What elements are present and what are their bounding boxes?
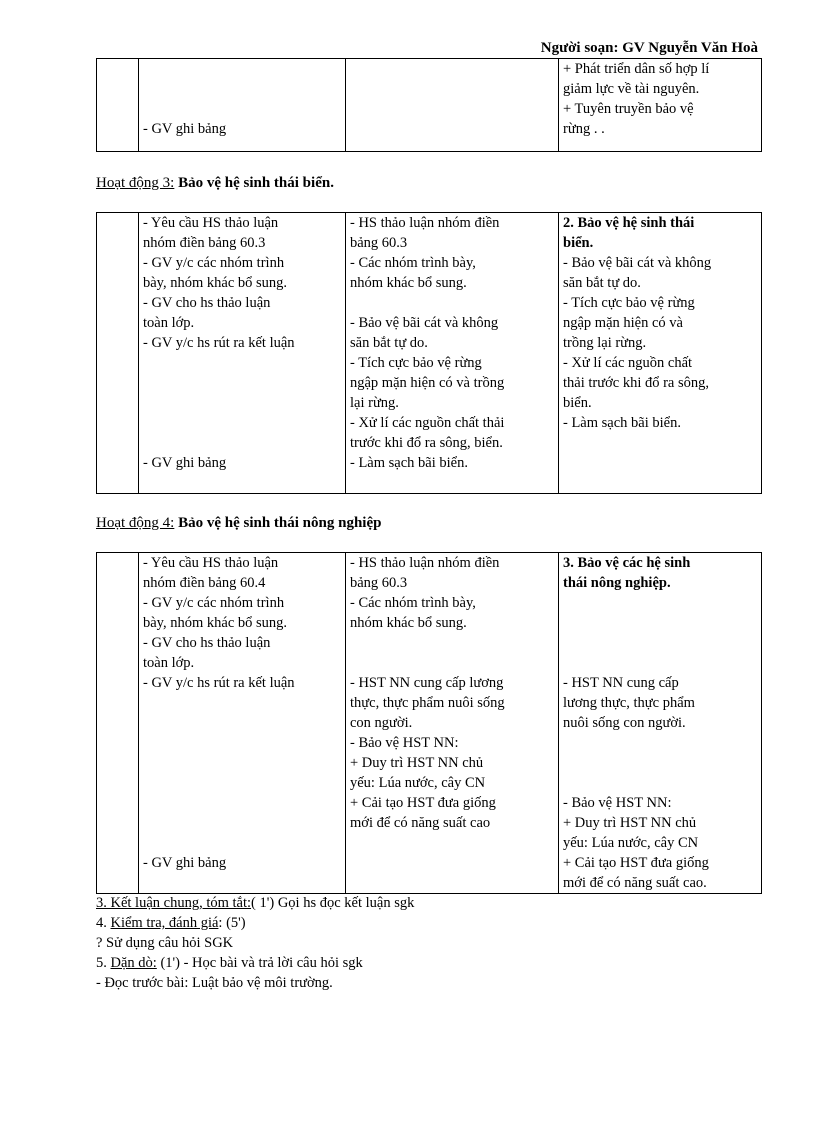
cell-line: 3. Bảo vệ các hệ sinh	[563, 555, 691, 571]
cell-line	[143, 813, 341, 833]
cell-line: nuôi sống con người.	[563, 715, 686, 731]
cell-line: biển.	[563, 235, 594, 251]
cell-line: nhóm điền bảng 60.4	[143, 575, 266, 591]
cell-line: yếu: Lúa nước, cây CN	[350, 775, 486, 791]
cell-line: + Tuyên truyền bảo vệ	[563, 101, 694, 117]
assessment-prefix: 4.	[96, 915, 111, 931]
teacher-activity-cell	[139, 59, 346, 152]
activity-4-label: Hoạt động 4:	[96, 515, 175, 531]
cell-line	[563, 653, 757, 673]
cell-line: yếu: Lúa nước, cây CN	[563, 835, 699, 851]
table-row	[97, 59, 762, 152]
cell-line	[563, 593, 757, 613]
cell-line: trước khi đổ ra sông, biển.	[350, 435, 503, 451]
cell-line: mới để có năng suất cao.	[563, 875, 707, 891]
activity-4-title: Bảo vệ hệ sinh thái nông nghiệp	[178, 515, 382, 531]
cell-line: - Bảo vệ bãi cát và không	[563, 255, 712, 271]
cell-line	[350, 653, 554, 673]
cell-line: ngập mặn hiện có và trồng	[350, 375, 505, 391]
lesson-footer	[96, 893, 776, 993]
cell-line: ngập mặn hiện có và	[563, 315, 683, 331]
cell-line: + Cải tạo HST đưa giống	[350, 795, 496, 811]
index-cell	[97, 213, 139, 494]
homework-label: Dặn dò:	[110, 955, 157, 971]
cell-line	[563, 633, 757, 653]
cell-line	[143, 833, 341, 853]
activity-4-table	[96, 552, 762, 894]
cell-line: biển.	[563, 395, 592, 411]
cell-line: - GV y/c các nhóm trình	[143, 595, 285, 611]
cell-line	[350, 633, 554, 653]
cell-line	[143, 713, 341, 733]
homework-line	[96, 953, 776, 973]
table-row	[97, 213, 762, 494]
cell-line: + Duy trì HST NN chủ	[350, 755, 484, 771]
cell-line	[350, 59, 554, 79]
teacher-activity-cell	[139, 213, 346, 494]
teacher-activity-cell	[139, 553, 346, 894]
cell-line: - Tích cực bảo vệ rừng	[563, 295, 695, 311]
cell-line: săn bắt tự do.	[563, 275, 641, 291]
content-cell	[559, 213, 762, 494]
cell-line: toàn lớp.	[143, 315, 195, 331]
cell-line: - GV y/c hs rút ra kết luận	[143, 335, 295, 351]
cell-line	[350, 99, 554, 119]
cell-line	[563, 613, 757, 633]
cell-line	[143, 433, 341, 453]
cell-line	[143, 793, 341, 813]
cell-line: - Bảo vệ HST NN:	[563, 795, 672, 811]
cell-line: nhóm khác bổ sung.	[350, 615, 467, 631]
cell-line: - Yêu cầu HS thảo luận	[143, 555, 279, 571]
activity-2-table	[96, 58, 762, 152]
cell-line	[143, 693, 341, 713]
activity-3-title: Bảo vệ hệ sinh thái biển.	[178, 175, 334, 191]
cell-line: - Các nhóm trình bày,	[350, 255, 476, 271]
cell-line	[350, 79, 554, 99]
homework-prefix: 5.	[96, 955, 111, 971]
cell-line	[143, 79, 341, 99]
cell-line: - Xử lí các nguồn chất thải	[350, 415, 505, 431]
cell-line: - Xử lí các nguồn chất	[563, 355, 693, 371]
cell-line: - Bảo vệ bãi cát và không	[350, 315, 499, 331]
cell-line: trồng lại rừng.	[563, 335, 647, 351]
cell-line: - GV ghi bảng	[143, 855, 227, 871]
cell-line: - Yêu cầu HS thảo luận	[143, 215, 279, 231]
cell-line: thải trước khi đổ ra sông,	[563, 375, 709, 391]
cell-line: - GV cho hs thảo luận	[143, 635, 271, 651]
cell-line: - GV y/c các nhóm trình	[143, 255, 285, 271]
cell-line: nhóm điền bảng 60.3	[143, 235, 266, 251]
author-header: Người soạn: GV Nguyễn Văn Hoà	[540, 40, 758, 56]
cell-line: lại rừng.	[350, 395, 399, 411]
cell-line: + Duy trì HST NN chủ	[563, 815, 697, 831]
homework-text: (1') - Học bài và trả lời câu hỏi sgk	[156, 955, 363, 971]
cell-line: - Các nhóm trình bày,	[350, 595, 476, 611]
cell-line: rừng . .	[563, 121, 605, 137]
cell-line	[563, 753, 757, 773]
cell-line: - HS thảo luận nhóm điền	[350, 555, 500, 571]
activity-3-heading	[96, 173, 334, 193]
conclusion-label: 3. Kết luận chung, tóm tắt:	[96, 895, 252, 911]
cell-line: - GV y/c hs rút ra kết luận	[143, 675, 295, 691]
cell-line	[563, 733, 757, 753]
student-activity-cell	[346, 213, 559, 494]
student-activity-cell	[346, 59, 559, 152]
cell-line	[143, 413, 341, 433]
cell-line: thái nông nghiệp.	[563, 575, 671, 591]
cell-line: thực, thực phẩm nuôi sống	[350, 695, 505, 711]
assessment-label: Kiểm tra, đánh giá	[110, 915, 219, 931]
activity-3-table	[96, 212, 762, 494]
index-cell	[97, 553, 139, 894]
cell-line	[563, 773, 757, 793]
cell-line: - HST NN cung cấp lương	[350, 675, 504, 691]
cell-line: nhóm khác bổ sung.	[350, 275, 467, 291]
cell-line: toàn lớp.	[143, 655, 195, 671]
content-cell	[559, 59, 762, 152]
read-ahead-line: - Đọc trước bài: Luật bảo vệ môi trường.	[96, 975, 333, 991]
cell-line	[143, 99, 341, 119]
cell-line	[143, 353, 341, 373]
cell-line: - Làm sạch bãi biển.	[350, 455, 468, 471]
conclusion-line	[96, 893, 776, 913]
cell-line: lương thực, thực phẩm	[563, 695, 695, 711]
table-row	[97, 553, 762, 894]
index-cell	[97, 59, 139, 152]
cell-line: - Tích cực bảo vệ rừng	[350, 355, 482, 371]
cell-line	[143, 773, 341, 793]
cell-line: - Bảo vệ HST NN:	[350, 735, 459, 751]
assessment-text: : (5')	[218, 915, 246, 931]
cell-line: bày, nhóm khác bổ sung.	[143, 275, 288, 291]
cell-line: + Cải tạo HST đưa giống	[563, 855, 709, 871]
cell-line: - Làm sạch bãi biển.	[563, 415, 681, 431]
cell-line	[350, 119, 554, 139]
cell-line	[143, 753, 341, 773]
cell-line: - HS thảo luận nhóm điền	[350, 215, 500, 231]
cell-line: + Phát triển dân số hợp lí	[563, 61, 710, 77]
conclusion-text: ( 1') Gọi hs đọc kết luận sgk	[251, 895, 415, 911]
cell-line: con người.	[350, 715, 413, 731]
cell-line	[143, 393, 341, 413]
cell-line: - GV ghi bảng	[143, 455, 227, 471]
cell-line	[143, 733, 341, 753]
cell-line: bảng 60.3	[350, 235, 408, 251]
activity-3-label: Hoạt động 3:	[96, 175, 175, 191]
cell-line	[143, 59, 341, 79]
cell-line: giảm lực về tài nguyên.	[563, 81, 700, 97]
activity-4-heading	[96, 513, 381, 533]
cell-line: - GV cho hs thảo luận	[143, 295, 271, 311]
cell-line: - GV ghi bảng	[143, 121, 227, 137]
assessment-line	[96, 913, 776, 933]
cell-line	[350, 293, 554, 313]
student-activity-cell	[346, 553, 559, 894]
cell-line: bảng 60.3	[350, 575, 408, 591]
content-cell	[559, 553, 762, 894]
cell-line: 2. Bảo vệ hệ sinh thái	[563, 215, 695, 231]
question-line: ? Sử dụng câu hỏi SGK	[96, 935, 234, 951]
cell-line: mới để có năng suất cao	[350, 815, 491, 831]
cell-line: bày, nhóm khác bổ sung.	[143, 615, 288, 631]
cell-line: - HST NN cung cấp	[563, 675, 679, 691]
cell-line: săn bắt tự do.	[350, 335, 428, 351]
cell-line	[143, 373, 341, 393]
